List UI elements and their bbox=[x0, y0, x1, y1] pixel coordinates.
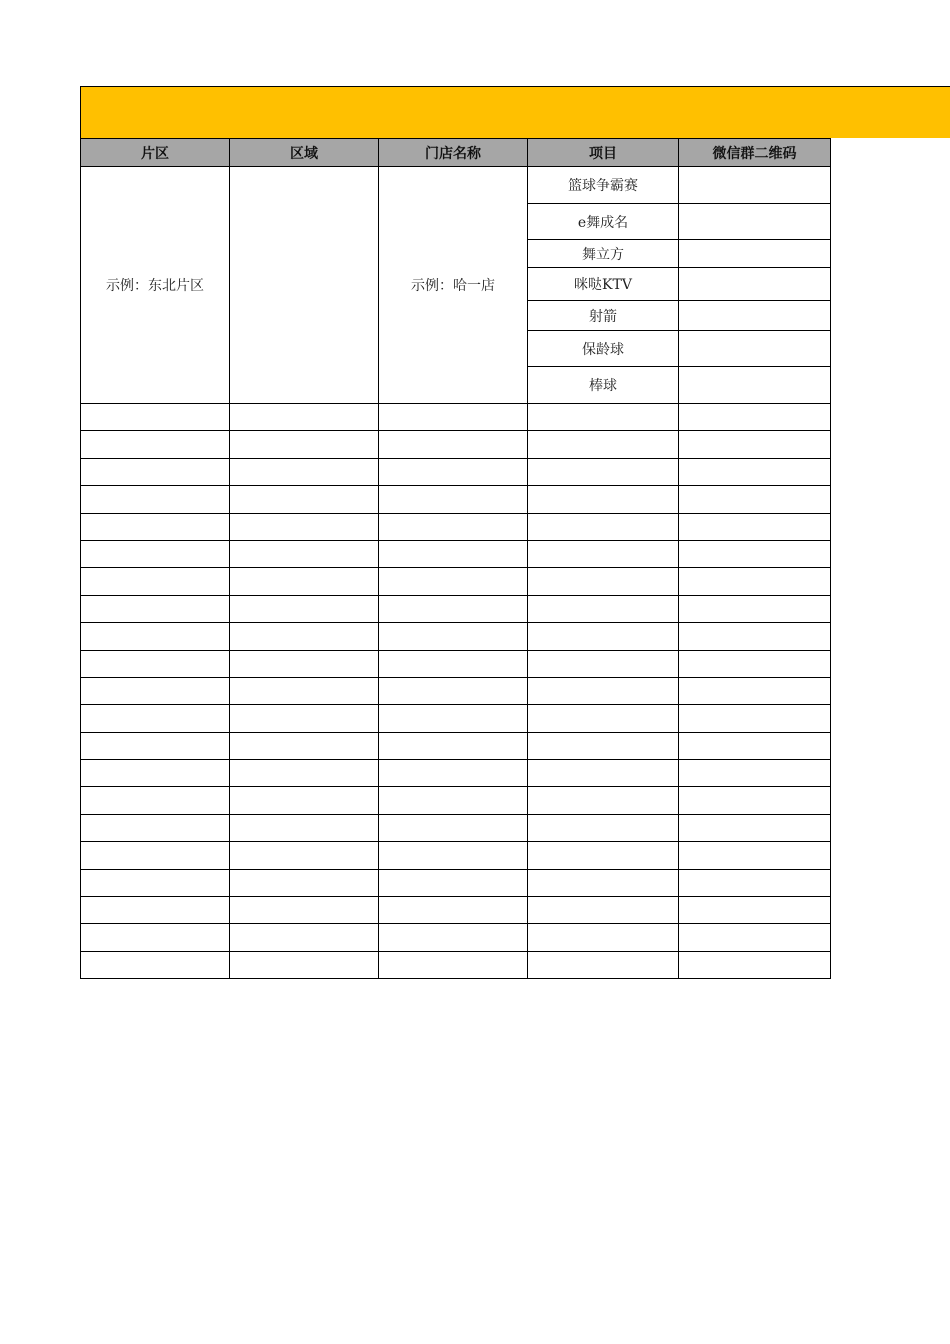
qr-cell[interactable] bbox=[679, 924, 831, 951]
table-row bbox=[81, 568, 831, 595]
header-area: 片区 bbox=[81, 139, 230, 167]
qr-cell[interactable] bbox=[679, 869, 831, 896]
header-region: 区域 bbox=[230, 139, 379, 167]
area-cell[interactable] bbox=[81, 650, 230, 677]
area-cell[interactable] bbox=[81, 924, 230, 951]
area-cell[interactable] bbox=[81, 787, 230, 814]
region-cell[interactable] bbox=[230, 431, 379, 458]
region-cell[interactable] bbox=[230, 869, 379, 896]
store-name-cell[interactable] bbox=[379, 458, 528, 485]
header-project: 项目 bbox=[528, 139, 679, 167]
table-row bbox=[81, 705, 831, 732]
project-cell[interactable] bbox=[528, 513, 679, 540]
example-region-cell[interactable] bbox=[230, 167, 379, 404]
project-cell[interactable] bbox=[528, 760, 679, 787]
store-name-cell[interactable] bbox=[379, 623, 528, 650]
header-store-name: 门店名称 bbox=[379, 139, 528, 167]
header-row bbox=[81, 139, 831, 167]
qr-cell[interactable] bbox=[679, 486, 831, 513]
table-row bbox=[81, 951, 831, 978]
region-cell[interactable] bbox=[230, 897, 379, 924]
qr-cell[interactable] bbox=[679, 568, 831, 595]
project-cell[interactable]: 咪哒KTV bbox=[528, 268, 679, 301]
project-cell[interactable] bbox=[528, 568, 679, 595]
table-row bbox=[81, 760, 831, 787]
qr-cell[interactable] bbox=[679, 458, 831, 485]
region-cell[interactable] bbox=[230, 787, 379, 814]
project-cell[interactable]: 舞立方 bbox=[528, 240, 679, 268]
table-row bbox=[81, 540, 831, 567]
project-cell[interactable]: e舞成名 bbox=[528, 204, 679, 240]
project-cell[interactable] bbox=[528, 951, 679, 978]
table-row bbox=[81, 732, 831, 759]
table-row bbox=[81, 513, 831, 540]
project-cell[interactable] bbox=[528, 623, 679, 650]
area-cell[interactable] bbox=[81, 623, 230, 650]
project-cell[interactable] bbox=[528, 458, 679, 485]
store-name-cell[interactable] bbox=[379, 924, 528, 951]
project-cell[interactable]: 射箭 bbox=[528, 301, 679, 331]
store-name-cell[interactable] bbox=[379, 787, 528, 814]
project-cell[interactable] bbox=[528, 677, 679, 704]
area-cell[interactable] bbox=[81, 513, 230, 540]
banner-border bbox=[80, 86, 81, 138]
table-row bbox=[81, 458, 831, 485]
qr-cell[interactable] bbox=[679, 595, 831, 622]
project-cell[interactable]: 保龄球 bbox=[528, 331, 679, 367]
region-cell[interactable] bbox=[230, 540, 379, 567]
qr-cell[interactable] bbox=[679, 513, 831, 540]
store-name-cell[interactable] bbox=[379, 677, 528, 704]
area-cell[interactable] bbox=[81, 404, 230, 431]
project-cell[interactable] bbox=[528, 924, 679, 951]
region-cell[interactable] bbox=[230, 486, 379, 513]
region-cell[interactable] bbox=[230, 924, 379, 951]
project-cell[interactable] bbox=[528, 787, 679, 814]
table-row bbox=[81, 787, 831, 814]
area-cell[interactable] bbox=[81, 842, 230, 869]
project-cell[interactable] bbox=[528, 814, 679, 841]
project-cell[interactable] bbox=[528, 897, 679, 924]
region-cell[interactable] bbox=[230, 595, 379, 622]
qr-cell[interactable] bbox=[679, 814, 831, 841]
region-cell[interactable] bbox=[230, 568, 379, 595]
region-cell[interactable] bbox=[230, 513, 379, 540]
store-name-cell[interactable] bbox=[379, 732, 528, 759]
table-row bbox=[81, 486, 831, 513]
area-cell[interactable] bbox=[81, 951, 230, 978]
qr-cell[interactable] bbox=[679, 240, 831, 268]
store-name-cell[interactable] bbox=[379, 568, 528, 595]
header-wechat-qr: 微信群二维码 bbox=[679, 139, 831, 167]
store-name-cell[interactable] bbox=[379, 951, 528, 978]
title-banner bbox=[80, 86, 950, 138]
table-row bbox=[81, 623, 831, 650]
region-cell[interactable] bbox=[230, 458, 379, 485]
qr-cell[interactable] bbox=[679, 301, 831, 331]
area-cell[interactable] bbox=[81, 705, 230, 732]
project-cell[interactable] bbox=[528, 869, 679, 896]
region-cell[interactable] bbox=[230, 650, 379, 677]
qr-cell[interactable] bbox=[679, 404, 831, 431]
example-store-cell[interactable]: 示例：哈一店 bbox=[379, 167, 528, 404]
project-cell[interactable] bbox=[528, 540, 679, 567]
area-cell[interactable] bbox=[81, 814, 230, 841]
qr-cell[interactable] bbox=[679, 732, 831, 759]
project-cell[interactable] bbox=[528, 404, 679, 431]
region-cell[interactable] bbox=[230, 814, 379, 841]
area-cell[interactable] bbox=[81, 677, 230, 704]
qr-cell[interactable] bbox=[679, 623, 831, 650]
store-name-cell[interactable] bbox=[379, 431, 528, 458]
qr-cell[interactable] bbox=[679, 167, 831, 204]
area-cell[interactable] bbox=[81, 458, 230, 485]
area-cell[interactable] bbox=[81, 568, 230, 595]
qr-cell[interactable] bbox=[679, 431, 831, 458]
qr-cell[interactable] bbox=[679, 331, 831, 367]
region-cell[interactable] bbox=[230, 404, 379, 431]
project-cell[interactable] bbox=[528, 431, 679, 458]
example-area-cell[interactable]: 示例：东北片区 bbox=[81, 167, 230, 404]
qr-cell[interactable] bbox=[679, 760, 831, 787]
region-cell[interactable] bbox=[230, 705, 379, 732]
qr-cell[interactable] bbox=[679, 897, 831, 924]
table-row bbox=[81, 650, 831, 677]
area-cell[interactable] bbox=[81, 732, 230, 759]
store-name-cell[interactable] bbox=[379, 705, 528, 732]
qr-cell[interactable] bbox=[679, 367, 831, 404]
qr-cell[interactable] bbox=[679, 540, 831, 567]
area-cell[interactable] bbox=[81, 760, 230, 787]
region-cell[interactable] bbox=[230, 842, 379, 869]
qr-cell[interactable] bbox=[679, 204, 831, 240]
store-name-cell[interactable] bbox=[379, 513, 528, 540]
table-row bbox=[81, 869, 831, 896]
project-cell[interactable]: 棒球 bbox=[528, 367, 679, 404]
region-cell[interactable] bbox=[230, 760, 379, 787]
qr-cell[interactable] bbox=[679, 951, 831, 978]
table-row bbox=[81, 431, 831, 458]
project-cell[interactable] bbox=[528, 705, 679, 732]
region-cell[interactable] bbox=[230, 732, 379, 759]
region-cell[interactable] bbox=[230, 951, 379, 978]
region-cell[interactable] bbox=[230, 623, 379, 650]
area-cell[interactable] bbox=[81, 540, 230, 567]
table-row bbox=[81, 677, 831, 704]
qr-cell[interactable] bbox=[679, 787, 831, 814]
store-name-cell[interactable] bbox=[379, 404, 528, 431]
store-project-table bbox=[80, 138, 831, 979]
table-row bbox=[81, 897, 831, 924]
project-cell[interactable]: 篮球争霸赛 bbox=[528, 167, 679, 204]
qr-cell[interactable] bbox=[679, 842, 831, 869]
area-cell[interactable] bbox=[81, 897, 230, 924]
region-cell[interactable] bbox=[230, 677, 379, 704]
store-name-cell[interactable] bbox=[379, 540, 528, 567]
table-row bbox=[81, 924, 831, 951]
area-cell[interactable] bbox=[81, 595, 230, 622]
area-cell[interactable] bbox=[81, 431, 230, 458]
store-name-cell[interactable] bbox=[379, 650, 528, 677]
store-name-cell[interactable] bbox=[379, 869, 528, 896]
project-cell[interactable] bbox=[528, 732, 679, 759]
store-name-cell[interactable] bbox=[379, 486, 528, 513]
area-cell[interactable] bbox=[81, 486, 230, 513]
store-name-cell[interactable] bbox=[379, 814, 528, 841]
table-row bbox=[81, 842, 831, 869]
table-row bbox=[81, 595, 831, 622]
project-cell[interactable] bbox=[528, 486, 679, 513]
store-name-cell[interactable] bbox=[379, 595, 528, 622]
project-cell[interactable] bbox=[528, 595, 679, 622]
store-name-cell[interactable] bbox=[379, 842, 528, 869]
store-name-cell[interactable] bbox=[379, 897, 528, 924]
qr-cell[interactable] bbox=[679, 268, 831, 301]
project-cell[interactable] bbox=[528, 650, 679, 677]
example-row bbox=[81, 167, 831, 204]
table-row bbox=[81, 404, 831, 431]
qr-cell[interactable] bbox=[679, 677, 831, 704]
project-cell[interactable] bbox=[528, 842, 679, 869]
area-cell[interactable] bbox=[81, 869, 230, 896]
qr-cell[interactable] bbox=[679, 650, 831, 677]
store-name-cell[interactable] bbox=[379, 760, 528, 787]
qr-cell[interactable] bbox=[679, 705, 831, 732]
table-row bbox=[81, 814, 831, 841]
